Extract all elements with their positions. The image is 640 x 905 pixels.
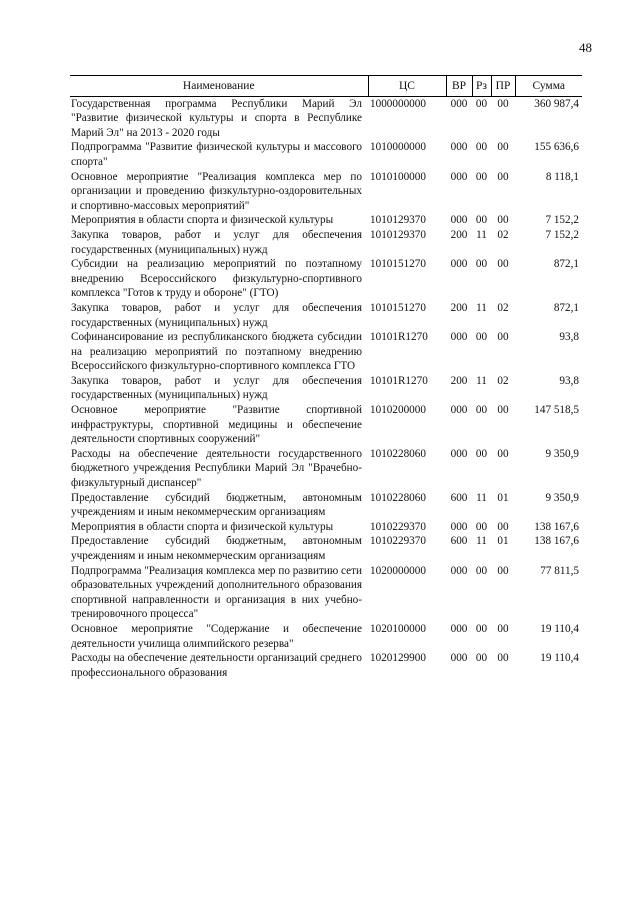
row-rz-code: 11 xyxy=(476,374,487,387)
row-vr-code: 000 xyxy=(450,622,468,635)
row-pr-code: 02 xyxy=(497,228,509,241)
row-vr-code: 000 xyxy=(450,447,468,460)
row-pr-code: 01 xyxy=(497,491,509,504)
row-cs-code: 1020129900 xyxy=(370,652,426,665)
row-name: Закупка товаров, работ и услуг для обеспечения государственных (муниципальных) нужд xyxy=(71,374,362,402)
header-name: Наименование xyxy=(70,76,368,97)
row-cs-code: 1010000000 xyxy=(370,141,426,154)
row-cs-code: 1010228060 xyxy=(370,447,426,460)
row-pr-code: 00 xyxy=(497,652,509,665)
row-cs-code: 10101R1270 xyxy=(370,331,428,344)
table-row xyxy=(70,213,582,228)
row-vr-code: 000 xyxy=(450,214,468,227)
row-name: Мероприятия в области спорта и физической культуры xyxy=(71,520,334,533)
table-row xyxy=(70,374,582,403)
row-cs-code: 1010200000 xyxy=(370,404,426,417)
row-vr-code: 000 xyxy=(450,141,468,154)
row-vr-code: 000 xyxy=(450,404,468,417)
table-row xyxy=(70,651,582,680)
row-name: Расходы на обеспечение деятельности государственного бюджетного учреждения Республики Марий Эл "Врачебно-физкультурный диспансер" xyxy=(71,447,362,490)
row-pr-code: 00 xyxy=(497,97,509,110)
row-sum: 872,1 xyxy=(553,301,579,314)
row-name: Предоставление субсидий бюджетным, автономным учреждениям и иным некоммерческим организациям xyxy=(71,535,362,562)
row-sum: 7 152,2 xyxy=(545,228,579,241)
row-cs-code: 1010129370 xyxy=(370,214,426,227)
row-cs-code: 10101R1270 xyxy=(370,374,428,387)
row-pr-code: 01 xyxy=(497,535,509,548)
row-cs-code: 1010229370 xyxy=(370,535,426,548)
table-row xyxy=(70,534,582,563)
table-row xyxy=(70,491,582,520)
row-rz-code: 00 xyxy=(475,141,488,154)
table-row xyxy=(70,140,582,169)
row-rz-code: 11 xyxy=(476,491,487,504)
row-vr-code: 000 xyxy=(450,258,468,271)
row-cs-code: 1010229370 xyxy=(370,520,426,533)
row-vr-code: 000 xyxy=(450,652,468,665)
row-pr-code: 00 xyxy=(497,404,509,417)
row-cs-code: 1020100000 xyxy=(370,622,426,635)
row-pr-code: 02 xyxy=(497,374,509,387)
row-vr-code: 600 xyxy=(450,535,468,548)
row-vr-code: 600 xyxy=(450,491,468,504)
row-sum: 147 518,5 xyxy=(534,404,579,417)
row-rz-code: 00 xyxy=(475,404,488,417)
table-row xyxy=(70,520,582,535)
table-row xyxy=(70,170,582,214)
table-row xyxy=(70,447,582,491)
row-cs-code: 1020000000 xyxy=(370,564,426,577)
row-rz-code: 00 xyxy=(475,564,488,577)
row-vr-code: 000 xyxy=(450,520,468,533)
row-pr-code: 02 xyxy=(497,301,509,314)
row-sum: 19 110,4 xyxy=(540,622,579,635)
row-vr-code: 000 xyxy=(450,564,468,577)
row-sum: 77 811,5 xyxy=(540,564,579,577)
row-sum: 138 167,6 xyxy=(534,535,579,548)
table-row xyxy=(70,257,582,301)
table-row xyxy=(70,403,582,447)
row-pr-code: 00 xyxy=(497,520,509,533)
row-name: Основное мероприятие "Развитие спортивной инфраструктуры, спортивной медицины и обеспечение деятельности спортивных сооружений" xyxy=(71,404,362,446)
row-vr-code: 200 xyxy=(450,301,468,314)
header-pr: ПР xyxy=(491,76,515,97)
row-vr-code: 000 xyxy=(450,97,468,110)
row-name: Субсидии на реализацию мероприятий по поэтапному внедрению Всероссийского физкультурно-спортивного комплекса "Готов к труду и обороне" (ГТО) xyxy=(71,258,362,300)
row-name: Государственная программа Республики Марий Эл "Развитие физической культуры и спорта в Республике Марий Эл" на 2013 - 2020 годы xyxy=(71,97,362,139)
row-pr-code: 00 xyxy=(497,447,509,460)
table-row xyxy=(70,301,582,330)
row-name: Расходы на обеспечение деятельности организаций среднего профессионального образования xyxy=(71,652,362,679)
row-name: Закупка товаров, работ и услуг для обеспечения государственных (муниципальных) нужд xyxy=(71,301,362,329)
row-pr-code: 00 xyxy=(497,564,509,577)
header-sum: Сумма xyxy=(515,76,582,97)
row-rz-code: 00 xyxy=(475,447,488,460)
row-sum: 93,8 xyxy=(559,331,579,344)
row-cs-code: 1010100000 xyxy=(370,170,426,183)
row-sum: 93,8 xyxy=(559,374,579,387)
row-rz-code: 00 xyxy=(475,652,488,665)
page-number: 48 xyxy=(579,40,592,55)
row-cs-code: 1000000000 xyxy=(370,97,426,110)
header-rz: Рз xyxy=(472,76,491,97)
row-pr-code: 00 xyxy=(497,622,509,635)
table-row xyxy=(70,96,582,140)
row-cs-code: 1010228060 xyxy=(370,491,426,504)
table-row xyxy=(70,228,582,257)
row-rz-code: 00 xyxy=(475,520,488,533)
header-vr: ВР xyxy=(446,76,472,97)
table-body xyxy=(70,96,582,680)
row-name: Основное мероприятие "Содержание и обеспечение деятельности училища олимпийского резерва" xyxy=(71,622,362,650)
row-sum: 138 167,6 xyxy=(534,520,579,533)
row-vr-code: 000 xyxy=(450,331,468,344)
table-row xyxy=(70,330,582,374)
row-sum: 155 636,6 xyxy=(534,141,579,154)
row-sum: 9 350,9 xyxy=(545,491,579,504)
row-sum: 872,1 xyxy=(553,258,579,271)
row-name: Основное мероприятие "Реализация комплекса мер по организации и проведению физкультурно-оздоровительных и спортивно-массовых мероприятий" xyxy=(71,170,362,212)
row-vr-code: 000 xyxy=(450,170,468,183)
row-rz-code: 00 xyxy=(475,622,488,635)
row-rz-code: 00 xyxy=(475,214,488,227)
row-rz-code: 11 xyxy=(476,301,487,314)
row-sum: 19 110,4 xyxy=(540,652,579,665)
row-sum: 7 152,2 xyxy=(545,214,579,227)
table-row xyxy=(70,564,582,622)
row-sum: 8 118,1 xyxy=(545,170,579,183)
row-name: Предоставление субсидий бюджетным, автономным учреждениям и иным некоммерческим организациям xyxy=(71,491,362,519)
row-name: Мероприятия в области спорта и физической культуры xyxy=(71,214,334,227)
budget-table xyxy=(70,75,582,680)
row-name: Подпрограмма "Реализация комплекса мер по развитию сети образовательных учреждений дополнительного образования спортивной направленности и организация в них учебно-тренировочного процесса" xyxy=(71,564,362,621)
row-sum: 9 350,9 xyxy=(545,447,579,460)
table-row xyxy=(70,622,582,651)
row-sum: 360 987,4 xyxy=(534,97,579,110)
row-rz-code: 00 xyxy=(475,170,488,183)
row-rz-code: 00 xyxy=(475,258,488,271)
row-pr-code: 00 xyxy=(497,258,509,271)
row-vr-code: 200 xyxy=(450,228,468,241)
row-pr-code: 00 xyxy=(497,141,509,154)
row-name: Софинансирование из республиканского бюджета субсидии на реализацию мероприятий по поэтапному внедрению Всероссийского физкультурно-спортивного комплекса ГТО xyxy=(71,331,362,373)
row-name: Подпрограмма "Развитие физической культуры и массового спорта" xyxy=(71,141,362,168)
row-pr-code: 00 xyxy=(497,170,509,183)
row-pr-code: 00 xyxy=(497,331,509,344)
row-cs-code: 1010129370 xyxy=(370,228,426,241)
row-rz-code: 00 xyxy=(475,331,488,344)
row-cs-code: 1010151270 xyxy=(370,258,426,271)
table-header xyxy=(70,76,582,97)
row-rz-code: 00 xyxy=(475,97,488,110)
row-vr-code: 200 xyxy=(450,374,468,387)
header-cs: ЦС xyxy=(368,76,446,97)
row-cs-code: 1010151270 xyxy=(370,301,426,314)
row-pr-code: 00 xyxy=(497,214,509,227)
row-name: Закупка товаров, работ и услуг для обеспечения государственных (муниципальных) нужд xyxy=(71,228,362,256)
row-rz-code: 11 xyxy=(476,228,487,241)
row-rz-code: 11 xyxy=(476,535,487,548)
